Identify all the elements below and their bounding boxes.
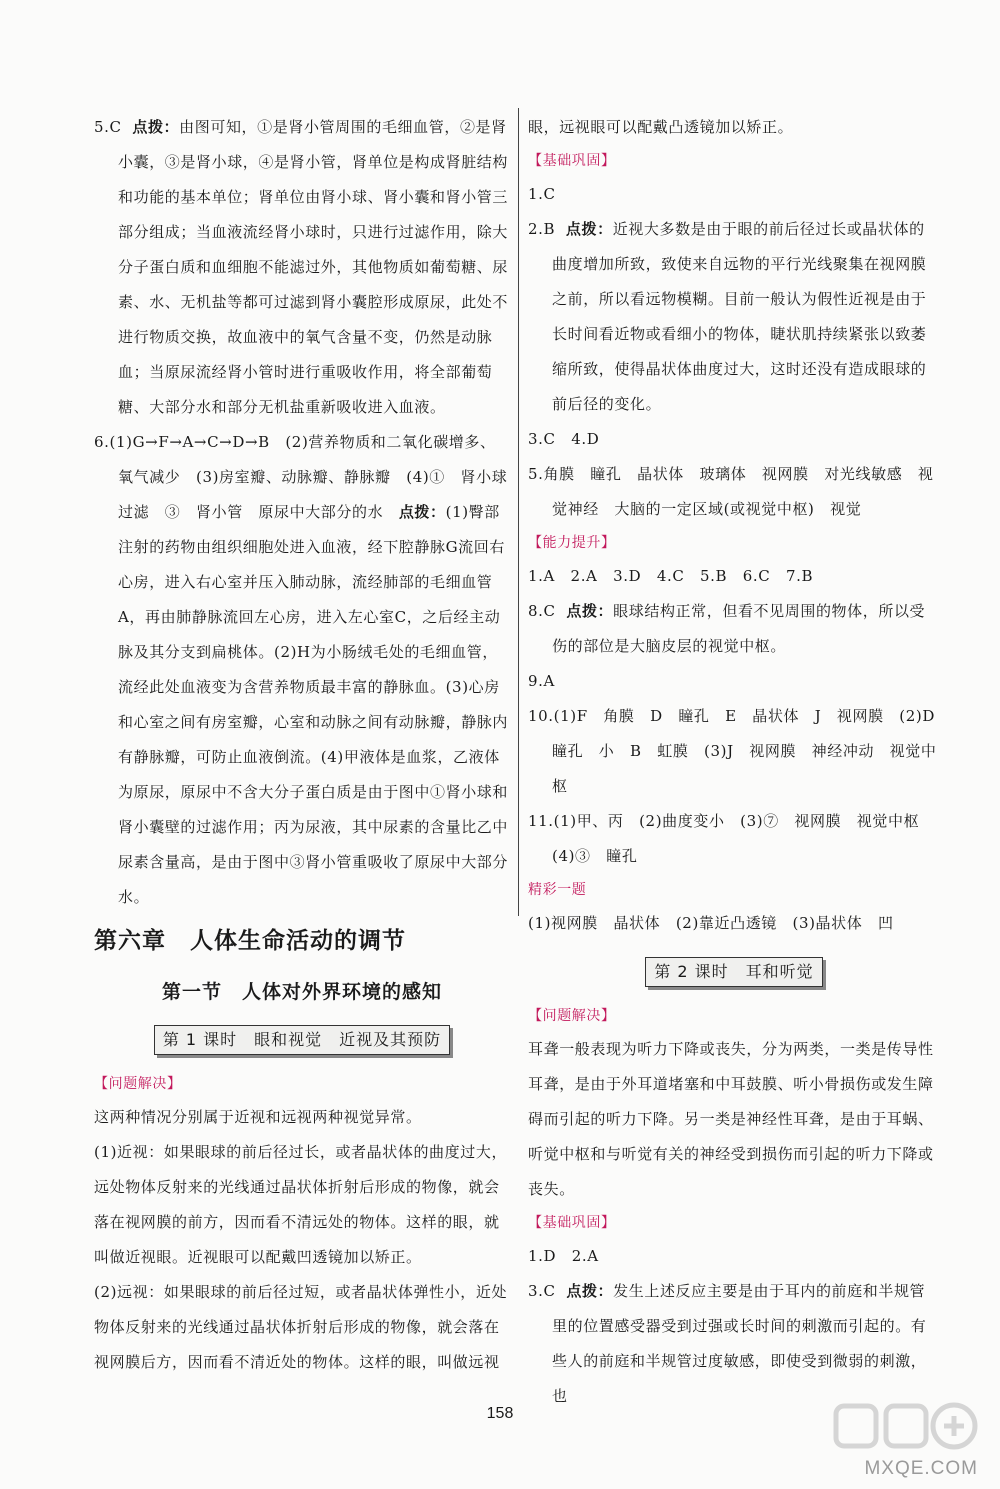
answer-text: 发生上述反应主要是由于耳内的前庭和半规管里的位置感受器受到过强或长时间的刺激而引起的。有些人的前庭和半规管过度敏感，即使受到微弱的刺激，也 xyxy=(552,1282,927,1405)
answer-line: (1)视网膜 晶状体 (2)靠近凸透镜 (3)晶状体 凹 xyxy=(528,914,894,932)
hint-label: 点拨： xyxy=(566,602,614,620)
answer-11: 11.(1)甲、丙 (2)曲度变小 (3)⑦ 视网膜 视觉中枢 (4)③ 瞳孔 xyxy=(528,812,935,865)
watermark-text: MXQE.COM xyxy=(864,1458,978,1479)
answer-text: 由图可知，①是肾小管周围的毛细血管，②是肾小囊，③是肾小球，④是肾小管，肾单位是构成肾脏结构和功能的基本单位；肾单位由肾小球、肾小囊和肾小管三部分组成；当血液流经肾小球时，只进行过滤作用，除大分子蛋白质和血细胞不能滤过外，其他物质如葡萄糖、尿素、水、无机盐等都可过滤到肾小囊腔形成原尿，此处不进行物质交换，故血液中的氧气含量不变，仍然是动脉血；当原尿流经肾小管时进行重吸收作用，将全部葡萄糖、大部分水和部分无机盐重新吸收进入血液。 xyxy=(118,118,509,416)
deafness-text: 耳聋一般表现为听力下降或丧失，分为两类，一类是传导性耳聋，是由于外耳道堵塞和中耳鼓膜、听小骨损伤或发生障碍而引起的听力下降。另一类是神经性耳聋，是由于耳蜗、听觉中枢和与听觉有关的神经受到损伤而引起的听力下降或丧失。 xyxy=(528,1040,934,1198)
answer-line: 9.A xyxy=(528,672,555,690)
lesson-title: 第 2 课时 耳和听觉 xyxy=(645,957,822,987)
answer-8 xyxy=(528,594,940,664)
answer-line: 1.C xyxy=(528,185,556,203)
answer-number: 8.C xyxy=(528,602,556,620)
answer-line: 1.D 2.A xyxy=(528,1247,599,1265)
answer-number: 6. xyxy=(94,433,110,451)
section-tag: 【问题解决】 xyxy=(94,1076,182,1092)
hint-label: 点拨： xyxy=(566,1282,614,1300)
hint-label: 点拨： xyxy=(565,220,613,238)
answer-text: (1)G→F→A→C→D→B (2)营养物质和二氧化碳增多、氧气减少 (3)房室瓣、动脉瓣、静脉瓣 (4)① 肾小球 过滤 ③ 肾小管 原尿中大部分的水 xyxy=(109,433,523,521)
myopia-text: (1)近视：如果眼球的前后径过长，或者晶状体的曲度过大，远处物体反射来的光线通过晶状体折射后形成的物像，就会落在视网膜的前方，因而看不清远处的物体。这样的眼，就叫做近视眼。近视眼可以配戴凹透镜加以矫正。 xyxy=(94,1143,508,1266)
section-tag: 【问题解决】 xyxy=(528,1008,616,1024)
intro-text: 这两种情况分别属于近视和远视两种视觉异常。 xyxy=(94,1108,422,1126)
answer-number: 5.C xyxy=(94,118,122,136)
left-column xyxy=(94,110,523,1380)
lesson-title: 第 1 课时 眼和视觉 近视及其预防 xyxy=(154,1025,450,1055)
page-number: 158 xyxy=(486,1405,514,1422)
answer-text: (1)臀部注射的药物由组织细胞处进入血液，经下腔静脉G流回右心房，进入右心室并压入肺动脉，流经肺部的毛细血管A，再由肺静脉流回左心房，进入左心室C，之后经主动脉及其分支到扁桃体。(2)H为小肠绒毛处的毛细血管，流经此处血液变为含营养物质最丰富的静脉血。(3)心房和心室之间有房室瓣，心室和动脉之间有动脉瓣，静脉内有静脉瓣，可防止血液倒流。(4)甲液体是血浆，乙液体为原尿，原尿中不含大分子蛋白质是由于图中①肾小球和肾小囊壁的过滤作用；丙为尿液，其中尿素的含量比乙中尿素含量高，是由于图中③肾小管重吸收了原尿中大部分水。 xyxy=(118,503,509,906)
section-tag: 【能力提升】 xyxy=(528,535,616,551)
hyperopia-text: (2)远视：如果眼球的前后径过短，或者晶状体弹性小，近处物体反射来的光线通过晶状体折射后形成的物像，就会落在视网膜后方，因而看不清近处的物体。这样的眼，叫做远视 xyxy=(94,1283,508,1371)
answer-6 xyxy=(94,425,523,915)
section-tag: 【基础巩固】 xyxy=(528,153,616,169)
answer-5: 5.角膜 瞳孔 晶状体 玻璃体 视网膜 对光线敏感 视觉神经 大脑的一定区域(或视觉中枢) 视觉 xyxy=(528,465,934,518)
answer-2 xyxy=(528,212,940,422)
answer-10: 10.(1)F 角膜 D 瞳孔 E 晶状体 J 视网膜 (2)D 瞳孔 小 B 虹膜 (3)J 视网膜 神经冲动 视觉中枢 xyxy=(528,707,951,795)
answer-5 xyxy=(94,110,510,425)
answer-text: 眼球结构正常，但看不见周围的物体，所以受伤的部位是大脑皮层的视觉中枢。 xyxy=(552,602,926,655)
right-column xyxy=(528,110,951,1414)
section-tag: 精彩一题 xyxy=(528,882,587,898)
answer-number: 3.C xyxy=(528,1282,556,1300)
answer-number: 2.B xyxy=(528,220,556,238)
hint-label: 点拨： xyxy=(398,503,446,521)
section-tag: 【基础巩固】 xyxy=(528,1215,616,1231)
chapter-title: 第六章 人体生命活动的调节 xyxy=(94,928,406,954)
column-divider xyxy=(518,108,519,916)
answer-3 xyxy=(528,1274,940,1414)
answer-text: 近视大多数是由于眼的前后径过长或晶状体的曲度增加所致，致使来自远物的平行光线聚集在视网膜之前，所以看远物模糊。目前一般认为假性近视是由于长时间看近物或看细小的物体，睫状肌持续紧张以致萎缩所致，使得晶状体曲度过大，这时还没有造成眼球的前后径的变化。 xyxy=(552,220,927,413)
answer-line: 3.C 4.D xyxy=(528,430,600,448)
continued-text: 眼，远视眼可以配戴凸透镜加以矫正。 xyxy=(528,118,794,136)
hint-label: 点拨： xyxy=(132,118,180,136)
section-title: 第一节 人体对外界环境的感知 xyxy=(161,981,442,1003)
answer-line: 1.A 2.A 3.D 4.C 5.B 6.C 7.B xyxy=(528,567,814,585)
